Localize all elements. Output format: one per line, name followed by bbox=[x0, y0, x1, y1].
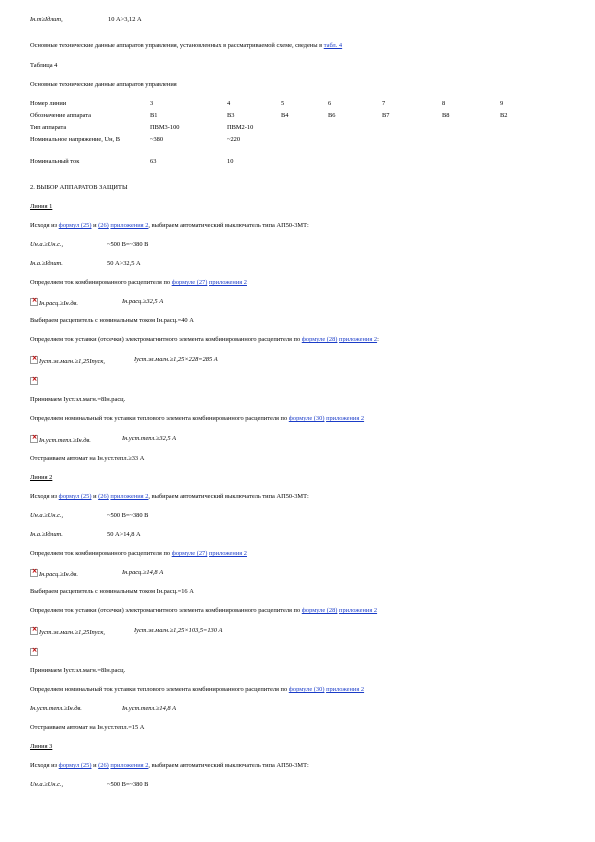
formula-line bbox=[30, 16, 142, 23]
line-1-choose: Выбираем расцепитель с номинальным током Iн.расц.=40 А bbox=[30, 317, 194, 324]
formula-right: 10 А>3,12 А bbox=[108, 16, 142, 23]
line-1-rated-text bbox=[30, 279, 247, 286]
formula-left: Iн.уст.тепл.≥Iн.дв. bbox=[39, 437, 91, 444]
table-caption: Таблица 4 bbox=[30, 62, 58, 69]
formula-right: Iуст.эл.магн.≥1,25×228=285 А bbox=[134, 356, 218, 363]
formula-left: Uн.а.≥Uн.с., bbox=[30, 512, 64, 519]
line-2-rated-text bbox=[30, 550, 247, 557]
appendix-2-link[interactable]: приложения 2 bbox=[326, 415, 365, 422]
formula-line bbox=[30, 260, 141, 267]
table-row bbox=[30, 136, 530, 158]
table-cell: 5 bbox=[281, 100, 285, 107]
formula-left: Iн.расц.≥Iн.дв. bbox=[39, 300, 78, 307]
table-cell bbox=[500, 158, 530, 170]
formula-left: Uн.а.≥Uн.с., bbox=[30, 241, 64, 248]
broken-image-icon bbox=[30, 298, 38, 306]
table-row bbox=[30, 158, 530, 170]
formulas-25-link[interactable]: формул (25) bbox=[58, 222, 92, 229]
text: и bbox=[91, 222, 99, 229]
table-title: Основные технические данные аппаратов управления bbox=[30, 81, 177, 88]
text: Определяем ток комбинированного расцепителя по bbox=[30, 279, 172, 286]
table-cell: ~220 bbox=[227, 136, 241, 143]
formulas-25-link[interactable]: формул (25) bbox=[58, 762, 92, 769]
line-2-source bbox=[30, 493, 309, 500]
text: Определяем номинальный ток уставки теплового элемента комбинированного расцепителя по bbox=[30, 686, 289, 693]
broken-image-icon bbox=[30, 356, 38, 364]
formula-left: Iн.расц.≥Iн.дв. bbox=[39, 571, 78, 578]
formula-26-link[interactable]: (26) bbox=[98, 762, 109, 769]
table-cell bbox=[281, 136, 328, 158]
table-cell: В2 bbox=[500, 112, 508, 119]
formula-right: Iн.расц.≥32,5 А bbox=[122, 298, 164, 305]
line-1-source bbox=[30, 222, 309, 229]
line-1-setting-text bbox=[30, 336, 379, 343]
table-cell: В4 bbox=[281, 112, 289, 119]
line-3-source bbox=[30, 762, 309, 769]
appendix-2-link[interactable]: приложения 2 bbox=[110, 762, 149, 769]
formulas-25-link[interactable]: формул (25) bbox=[58, 493, 92, 500]
formula-line bbox=[30, 298, 164, 307]
table-row bbox=[30, 124, 530, 136]
table-cell: В8 bbox=[442, 112, 450, 119]
formula-line bbox=[30, 569, 164, 578]
table-cell: ПВМ3-100 bbox=[150, 124, 180, 131]
appendix-2-link[interactable]: приложения 2 bbox=[339, 607, 378, 614]
line-2-choose: Выбираем расцепитель с номинальным током Iн.расц.=16 А bbox=[30, 588, 194, 595]
broken-image-icon bbox=[30, 627, 38, 635]
formula-line bbox=[30, 435, 177, 444]
table-4-link[interactable]: табл. 4 bbox=[323, 42, 343, 49]
table-cell: В6 bbox=[328, 112, 336, 119]
table-cell: 8 bbox=[442, 100, 446, 107]
formula-28-link[interactable]: формуле (28) bbox=[301, 607, 338, 614]
formula-right: Iн.расц.≥14,8 А bbox=[122, 569, 164, 576]
table-cell bbox=[442, 158, 500, 170]
table-cell: 6 bbox=[328, 100, 332, 107]
table-row bbox=[30, 112, 530, 124]
text: Определяем ток уставки (отсечки) электромагнитного элемента комбинированного расцепителя по bbox=[30, 607, 302, 614]
formula-right: Iуст.эл.магн.≥1,25×103,5=130 А bbox=[134, 627, 223, 634]
broken-image-icon bbox=[30, 569, 38, 577]
line-3-title: Линия 3 bbox=[30, 743, 53, 750]
table-cell: Номер линии bbox=[30, 100, 67, 107]
formula-left: Iн.т≥Iдлит, bbox=[30, 16, 63, 23]
broken-image-icon bbox=[30, 435, 38, 443]
appendix-2-link[interactable]: приложения 2 bbox=[110, 222, 149, 229]
formula-left: Iн.уст.тепл.≥Iн.дв. bbox=[30, 705, 82, 712]
formula-left: Iуст.эл.магн.≥1,25Iпуск, bbox=[39, 358, 105, 365]
table-cell: ПВМ2-10 bbox=[227, 124, 254, 131]
formula-line bbox=[30, 531, 141, 538]
table-cell: Тип аппарата bbox=[30, 124, 67, 131]
formula-27-link[interactable]: формуле (27) bbox=[171, 550, 208, 557]
formula-30-link[interactable]: формуле (30) bbox=[288, 686, 325, 693]
table-cell: Обозначение аппарата bbox=[30, 112, 91, 119]
table-cell: В7 bbox=[382, 112, 390, 119]
text: Исходя из bbox=[30, 762, 59, 769]
table-cell bbox=[281, 124, 328, 136]
text: , выбираем автоматический выключатель типа АП50-3МТ: bbox=[148, 762, 309, 769]
table-cell: 3 bbox=[150, 100, 154, 107]
table-cell: В3 bbox=[227, 112, 235, 119]
line-2-thermal-text bbox=[30, 686, 364, 693]
formula-line bbox=[30, 241, 149, 248]
line-1-adjust: Отстраиваем автомат на Iн.уст.тепл.≥33 А bbox=[30, 455, 145, 462]
intro-paragraph bbox=[30, 42, 342, 49]
formula-right: Iн.уст.тепл.≥14,8 А bbox=[122, 705, 177, 712]
line-2-adjust: Отстраиваем автомат на Iн.уст.тепл.=15 А bbox=[30, 724, 145, 731]
formula-left: Iн.а.≥Iдлит. bbox=[30, 260, 63, 267]
formula-line bbox=[30, 705, 177, 712]
text: Исходя из bbox=[30, 222, 59, 229]
appendix-2-link[interactable]: приложения 2 bbox=[110, 493, 149, 500]
broken-image-icon bbox=[30, 377, 38, 385]
formula-line bbox=[30, 356, 218, 365]
appendix-2-link[interactable]: приложения 2 bbox=[339, 336, 378, 343]
table-cell bbox=[442, 136, 500, 158]
text: Определяем ток комбинированного расцепителя по bbox=[30, 550, 172, 557]
formula-right: ~500 В=~380 В bbox=[107, 781, 149, 788]
formula-28-link[interactable]: формуле (28) bbox=[301, 336, 338, 343]
line-1-accept: Принимаем Iуст.эл.магн.=8Iн.расц. bbox=[30, 396, 126, 403]
table-cell: 10 bbox=[227, 158, 234, 165]
table-cell: 9 bbox=[500, 100, 504, 107]
text: и bbox=[91, 493, 99, 500]
formula-right: 50 А>14,8 А bbox=[107, 531, 141, 538]
table-cell bbox=[500, 124, 530, 136]
line-2-title: Линия 2 bbox=[30, 474, 53, 481]
formula-line bbox=[30, 781, 149, 788]
table-cell: 63 bbox=[150, 158, 157, 165]
table-cell bbox=[442, 124, 500, 136]
table-row bbox=[30, 100, 530, 112]
text: и bbox=[91, 762, 99, 769]
line-2-setting-text bbox=[30, 607, 377, 614]
formula-27-link[interactable]: формуле (27) bbox=[171, 279, 208, 286]
text: , выбираем автоматический выключатель типа АП50-3МТ: bbox=[148, 222, 309, 229]
appendix-2-link[interactable]: приложения 2 bbox=[208, 550, 247, 557]
text: Определяем номинальный ток уставки теплового элемента комбинированного расцепителя по bbox=[30, 415, 289, 422]
formula-left: Uн.а.≥Uн.с., bbox=[30, 781, 64, 788]
table-cell bbox=[328, 136, 382, 158]
formula-right: ~500 В=~380 В bbox=[107, 512, 149, 519]
formula-26-link[interactable]: (26) bbox=[98, 222, 109, 229]
formula-30-link[interactable]: формуле (30) bbox=[288, 415, 325, 422]
appendix-2-link[interactable]: приложения 2 bbox=[208, 279, 247, 286]
table-cell bbox=[328, 158, 382, 170]
text: Определяем ток уставки (отсечки) электромагнитного элемента комбинированного расцепителя по bbox=[30, 336, 302, 343]
table-cell bbox=[281, 158, 328, 170]
formula-left: Iуст.эл.магн.≥1,25Iпуск, bbox=[39, 629, 105, 636]
broken-image-icon bbox=[30, 648, 38, 656]
spec-table bbox=[30, 100, 530, 170]
formula-right: Iн.уст.тепл.≥32,5 А bbox=[122, 435, 177, 442]
formula-right: 50 А>32,5 А bbox=[107, 260, 141, 267]
table-cell: В1 bbox=[150, 112, 158, 119]
formula-line bbox=[30, 512, 149, 519]
table-cell: 7 bbox=[382, 100, 386, 107]
line-1-thermal-text bbox=[30, 415, 364, 422]
table-cell bbox=[328, 124, 382, 136]
formula-line bbox=[30, 627, 223, 636]
formula-right: ~500 В=~380 В bbox=[107, 241, 149, 248]
text: : bbox=[377, 336, 379, 343]
table-cell: Номинальное напряжение, Uн, В bbox=[30, 136, 120, 143]
appendix-2-link[interactable]: приложения 2 bbox=[326, 686, 365, 693]
table-cell bbox=[382, 124, 442, 136]
formula-26-link[interactable]: (26) bbox=[98, 493, 109, 500]
text: Исходя из bbox=[30, 493, 59, 500]
table-cell: Номинальный ток bbox=[30, 158, 80, 165]
line-1-title: Линия 1 bbox=[30, 203, 53, 210]
table-cell bbox=[382, 158, 442, 170]
section-title: 2. ВЫБОР АППАРАТОВ ЗАЩИТЫ bbox=[30, 184, 128, 191]
text: , выбираем автоматический выключатель типа АП50-3МТ: bbox=[148, 493, 309, 500]
table-cell: ~380 bbox=[150, 136, 164, 143]
intro-text: Основные технические данные аппаратов управления, установленных в рассматриваемой схеме, сведены в bbox=[30, 42, 324, 49]
line-2-accept: Принимаем Iуст.эл.магн.=8Iн.расц. bbox=[30, 667, 126, 674]
table-cell bbox=[500, 136, 530, 158]
formula-left: Iн.а.≥Iдлит. bbox=[30, 531, 63, 538]
table-cell: 4 bbox=[227, 100, 231, 107]
table-cell bbox=[382, 136, 442, 158]
